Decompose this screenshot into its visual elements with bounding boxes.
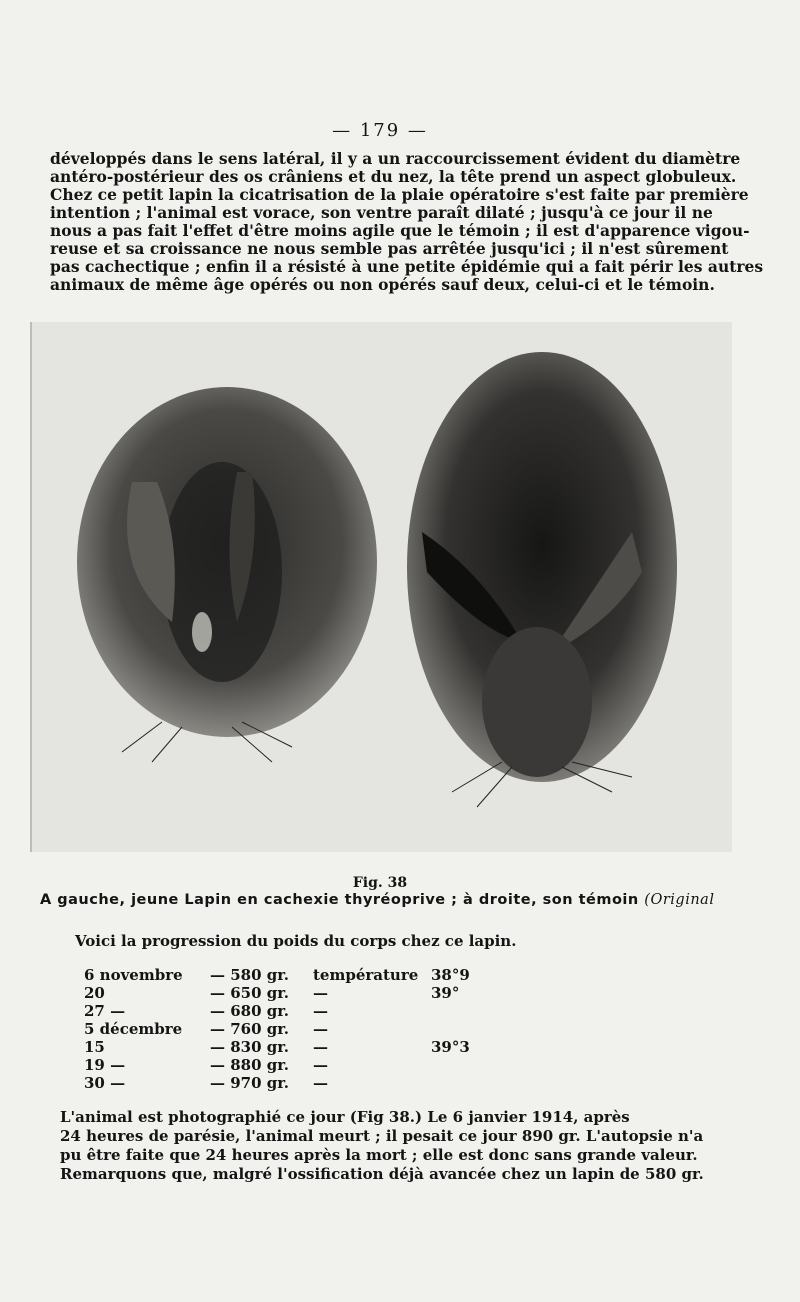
paragraph-line: intention ; l'animal est vorace, son ventre paraît dilaté ; jusqu'à ce jour il ne <box>50 203 713 222</box>
row-date: 6 novembre <box>84 966 183 984</box>
table-row <box>80 1020 474 1038</box>
figure-number: Fig. 38 <box>352 875 408 891</box>
top-paragraph <box>50 149 764 294</box>
row-label: — <box>313 1074 328 1092</box>
paragraph-line: animaux de même âge opérés ou non opérés sauf deux, celui-ci et le témoin. <box>50 275 715 294</box>
paragraph-line: nous a pas fait l'effet d'être moins agile que le témoin ; il est d'apparence vigou- <box>50 221 750 240</box>
row-label: — <box>313 1038 328 1056</box>
row-temperature: 39°3 <box>431 1038 470 1056</box>
paragraph-line: Chez ce petit lapin la cicatrisation de la plaie opératoire s'est faite par première <box>50 185 749 204</box>
paragraph-line: antéro-postérieur des os crâniens et du nez, la tête prend un aspect globuleux. <box>50 167 737 186</box>
table-row <box>80 984 474 1002</box>
row-label: — <box>313 1056 328 1074</box>
row-weight: — 880 gr. <box>210 1056 289 1074</box>
row-date: 15 <box>84 1038 105 1056</box>
paragraph-line: pas cachectique ; enfin il a résisté à une petite épidémie qui a fait périr les autres <box>50 257 764 276</box>
weights-intro: Voici la progression du poids du corps chez ce lapin. <box>75 932 517 950</box>
row-date: 20 <box>84 984 105 1002</box>
row-temperature <box>427 1002 474 1020</box>
row-label: — <box>313 1002 328 1020</box>
paragraph-line: reuse et sa croissance ne nous semble pas arrêtée jusqu'ici ; il n'est sûrement <box>50 239 729 258</box>
paragraph-line: L'animal est photographié ce jour (Fig 38.) Le 6 janvier 1914, après <box>60 1108 630 1126</box>
row-temperature <box>427 1056 474 1074</box>
row-temperature: 38°9 <box>431 966 470 984</box>
row-weight: — 650 gr. <box>210 984 289 1002</box>
rabbit-photograph <box>30 322 732 852</box>
row-label: — <box>313 1020 328 1038</box>
row-temperature <box>427 1074 474 1092</box>
row-weight: — 830 gr. <box>210 1038 289 1056</box>
paragraph-line: pu être faite que 24 heures après la mort ; elle est donc sans grande valeur. <box>60 1146 698 1164</box>
row-weight: — 680 gr. <box>210 1002 289 1020</box>
row-weight: — 760 gr. <box>210 1020 289 1038</box>
table-row <box>80 1074 474 1092</box>
paragraph-line: Remarquons que, malgré l'ossification déjà avancée chez un lapin de 580 gr. <box>60 1165 704 1183</box>
row-date: 30 — <box>84 1074 126 1092</box>
weight-progression-table <box>80 966 474 1092</box>
table-row <box>80 966 474 984</box>
table-row <box>80 1002 474 1020</box>
page-number: — 179 — <box>332 120 428 141</box>
paragraph-line: développés dans le sens latéral, il y a un raccourcissement évident du diamètre <box>50 149 741 168</box>
row-date: 19 — <box>84 1056 126 1074</box>
row-date: 27 — <box>84 1002 126 1020</box>
row-temperature: 39° <box>431 984 460 1002</box>
row-weight: — 970 gr. <box>210 1074 289 1092</box>
row-label: — <box>313 984 328 1002</box>
row-weight: — 580 gr. <box>210 966 289 984</box>
table-row <box>80 1038 474 1056</box>
paragraph-line: 24 heures de parésie, l'animal meurt ; il pesait ce jour 890 gr. L'autopsie n'a <box>60 1127 704 1145</box>
table-row <box>80 1056 474 1074</box>
row-label: température <box>313 966 419 984</box>
row-temperature <box>427 1020 474 1038</box>
caption-text: A gauche, jeune Lapin en cachexie thyréoprive ; à droite, son témoin <box>40 892 639 908</box>
figure-caption <box>40 892 760 908</box>
row-date: 5 décembre <box>84 1020 183 1038</box>
caption-source: (Original <box>644 892 715 908</box>
closing-paragraph <box>60 1108 704 1184</box>
